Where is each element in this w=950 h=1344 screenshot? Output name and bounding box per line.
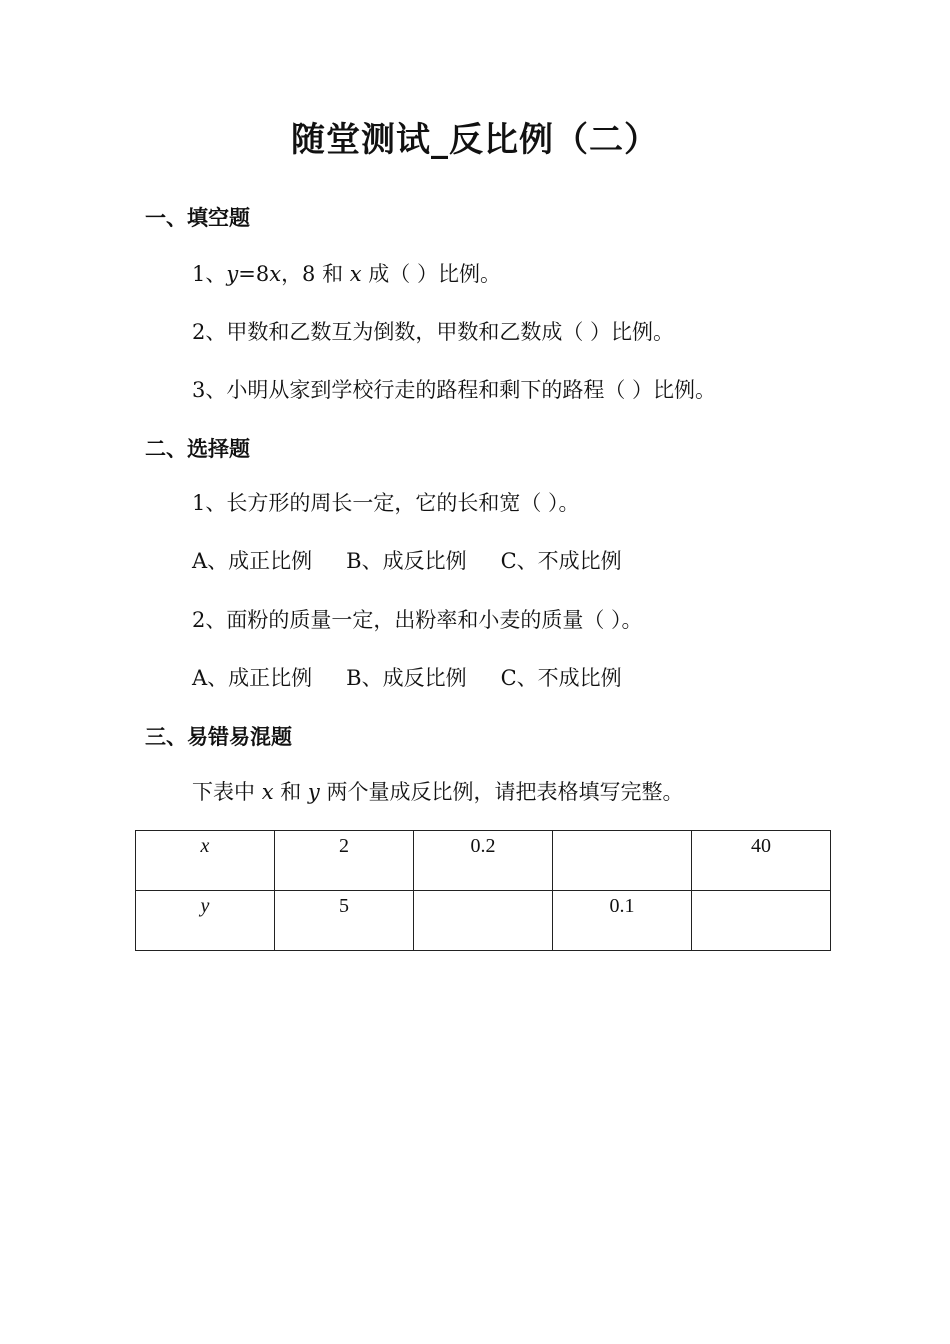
table-cell: y: [136, 891, 275, 951]
question-1-3: 3、小明从家到学校行走的路程和剩下的路程（ ）比例。: [192, 378, 717, 402]
question-2-2: 2、面粉的质量一定，出粉率和小麦的质量（ ）。: [192, 608, 643, 632]
table-cell-blank[interactable]: [414, 891, 553, 951]
instruction-text: 两个量成反比例，请把表格填写完整。: [319, 780, 684, 804]
question-text: 成（ ）比例。: [361, 262, 501, 286]
equation: =8: [238, 262, 270, 286]
page-title: 随堂测试_反比例（二）: [291, 120, 659, 160]
question-1-1: [192, 258, 501, 288]
var-y: y: [307, 780, 320, 804]
table-cell-blank[interactable]: [553, 831, 692, 891]
question-text: ，8 和: [281, 262, 350, 286]
inverse-proportion-table: [135, 830, 831, 951]
option-a: A、成正比例: [192, 549, 313, 573]
question-2-1: 1、长方形的周长一定，它的长和宽（ ）。: [192, 491, 580, 515]
question-number: 1、: [192, 262, 227, 286]
question-2-2-options: [192, 662, 656, 692]
option-c: C、不成比例: [500, 549, 622, 573]
section-heading-multiple-choice: 二、选择题: [145, 437, 250, 461]
table-cell: 0.1: [553, 891, 692, 951]
var-x: x: [261, 780, 274, 804]
table-cell-blank[interactable]: [692, 891, 831, 951]
option-b: B、成反比例: [346, 549, 467, 573]
table-row-x: [136, 831, 831, 891]
question-2-1-options: [192, 545, 656, 575]
table-cell: 5: [275, 891, 414, 951]
instruction-text: 和: [273, 780, 308, 804]
question-1-2: 2、甲数和乙数互为倒数，甲数和乙数成（ ）比例。: [192, 320, 675, 344]
table-cell: 2: [275, 831, 414, 891]
question-3-instruction: [192, 776, 683, 806]
instruction-text: 下表中: [192, 780, 262, 804]
option-b: B、成反比例: [346, 666, 467, 690]
table-cell: 40: [692, 831, 831, 891]
table-row-y: [136, 891, 831, 951]
section-heading-fill-blank: 一、填空题: [145, 206, 250, 230]
table-cell: x: [136, 831, 275, 891]
var-x: x: [349, 262, 362, 286]
option-c: C、不成比例: [500, 666, 622, 690]
option-a: A、成正比例: [192, 666, 313, 690]
var-x: x: [269, 262, 282, 286]
section-heading-tricky: 三、易错易混题: [145, 725, 292, 749]
table-cell: 0.2: [414, 831, 553, 891]
var-y: y: [226, 262, 239, 286]
